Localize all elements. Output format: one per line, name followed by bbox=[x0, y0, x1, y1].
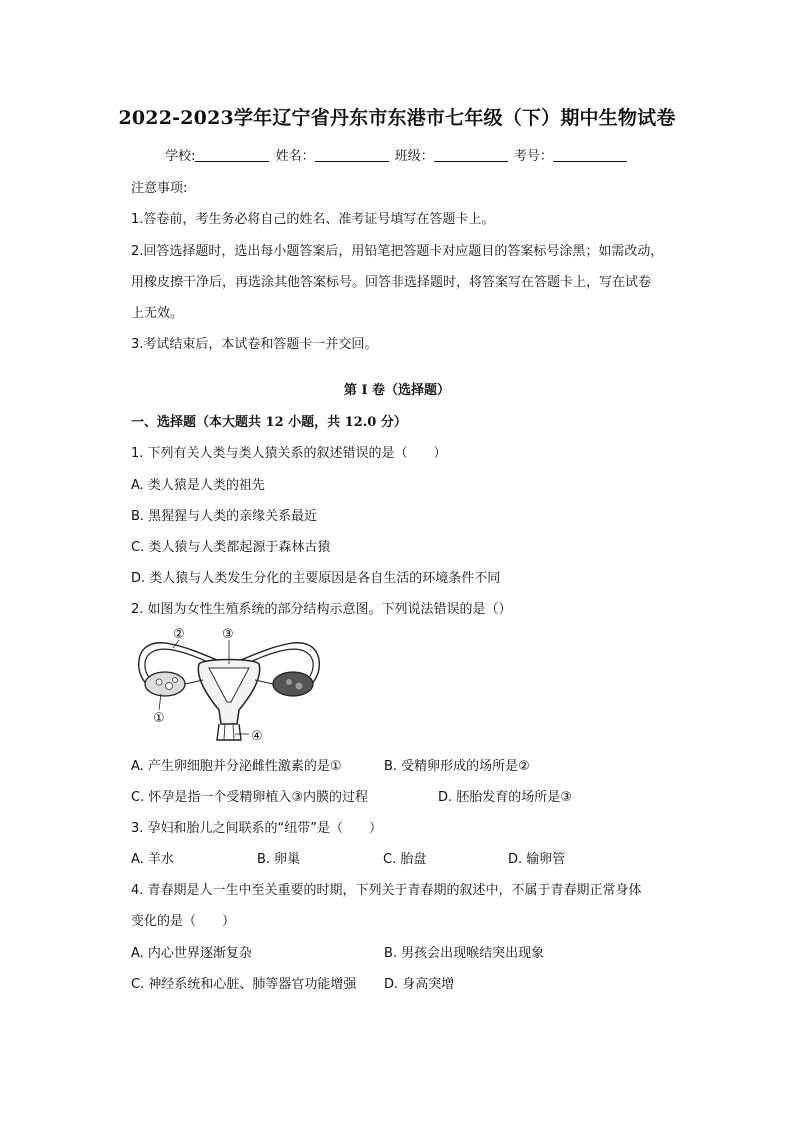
note-line-3: 用橡皮擦干净后，再选涂其他答案标号。回答非选择题时，将答案写在答题卡上，写在试卷 bbox=[131, 275, 652, 290]
diagram-label-4: ④ bbox=[251, 729, 263, 744]
section-title: 第 I 卷（选择题） bbox=[343, 383, 451, 398]
question-3-option-b: B. 卵巢 bbox=[257, 852, 301, 867]
note-line-2: 2.回答选择题时，选出每小题答案后，用铅笔把答题卡对应题目的答案标号涂黑；如需改动， bbox=[131, 244, 664, 259]
class-blank bbox=[434, 147, 508, 162]
question-1-option-b: B. 黑猩猩与人类的亲缘关系最近 bbox=[131, 509, 318, 524]
question-1-option-c: C. 类人猿与人类都起源于森林古猿 bbox=[131, 540, 331, 555]
diagram-label-3: ③ bbox=[222, 627, 234, 642]
question-4-stem-line-1: 4. 青春期是人一生中至关重要的时期，下列关于青春期的叙述中，不属于青春期正常身体 bbox=[131, 883, 642, 898]
question-2-option-b: B. 受精卵形成的场所是② bbox=[384, 759, 530, 774]
uterus-diagram-svg bbox=[131, 624, 323, 746]
name-label: 姓名： bbox=[275, 149, 315, 164]
exam-title: 2022-2023学年辽宁省丹东市东港市七年级（下）期中生物试卷 bbox=[118, 107, 676, 129]
note-line-1: 1.答卷前，考生务必将自己的姓名、准考证号填写在答题卡上。 bbox=[131, 212, 495, 227]
question-2-option-a: A. 产生卵细胞并分泌雌性激素的是① bbox=[131, 759, 342, 774]
diagram-label-2: ② bbox=[173, 627, 185, 642]
question-3-stem: 3. 孕妇和胎儿之间联系的“纽带”是（ ） bbox=[131, 821, 383, 836]
number-label: 考号： bbox=[513, 149, 553, 164]
part-heading: 一、选择题（本大题共 12 小题，共 12.0 分） bbox=[131, 415, 407, 430]
note-line-5: 3.考试结束后，本试卷和答题卡一并交回。 bbox=[131, 337, 378, 352]
question-4-stem-line-2: 变化的是（ ） bbox=[131, 914, 236, 929]
name-blank bbox=[315, 147, 389, 162]
question-3-option-a: A. 羊水 bbox=[131, 852, 174, 867]
question-2-stem: 2. 如图为女性生殖系统的部分结构示意图。下列说法错误的是（） bbox=[131, 602, 512, 617]
note-line-4: 上无效。 bbox=[131, 306, 184, 321]
notes-heading: 注意事项: bbox=[131, 181, 188, 196]
female-reproductive-system-diagram bbox=[131, 624, 323, 746]
question-2-option-d: D. 胚胎发育的场所是③ bbox=[438, 790, 572, 805]
question-4-option-b: B. 男孩会出现喉结突出现象 bbox=[384, 946, 545, 961]
class-label: 班级： bbox=[394, 149, 434, 164]
question-3-option-c: C. 胎盘 bbox=[383, 852, 427, 867]
school-blank bbox=[195, 147, 269, 162]
question-4-option-c: C. 神经系统和心脏、肺等器官功能增强 bbox=[131, 977, 357, 992]
number-blank bbox=[553, 147, 627, 162]
student-info-row bbox=[0, 145, 794, 164]
question-3-option-d: D. 输卵管 bbox=[508, 852, 566, 867]
question-1-option-d: D. 类人猿与人类发生分化的主要原因是各自生活的环境条件不同 bbox=[131, 571, 501, 586]
question-2-option-c: C. 怀孕是指一个受精卵植入③内膜的过程 bbox=[131, 790, 368, 805]
question-1-stem: 1. 下列有关人类与类人猿关系的叙述错误的是（ ） bbox=[131, 446, 447, 461]
question-1-option-a: A. 类人猿是人类的祖先 bbox=[131, 478, 265, 493]
question-4-option-a: A. 内心世界逐渐复杂 bbox=[131, 946, 252, 961]
school-label: 学校: bbox=[165, 149, 196, 164]
diagram-label-1: ① bbox=[153, 711, 165, 726]
question-4-option-d: D. 身高突增 bbox=[384, 977, 455, 992]
